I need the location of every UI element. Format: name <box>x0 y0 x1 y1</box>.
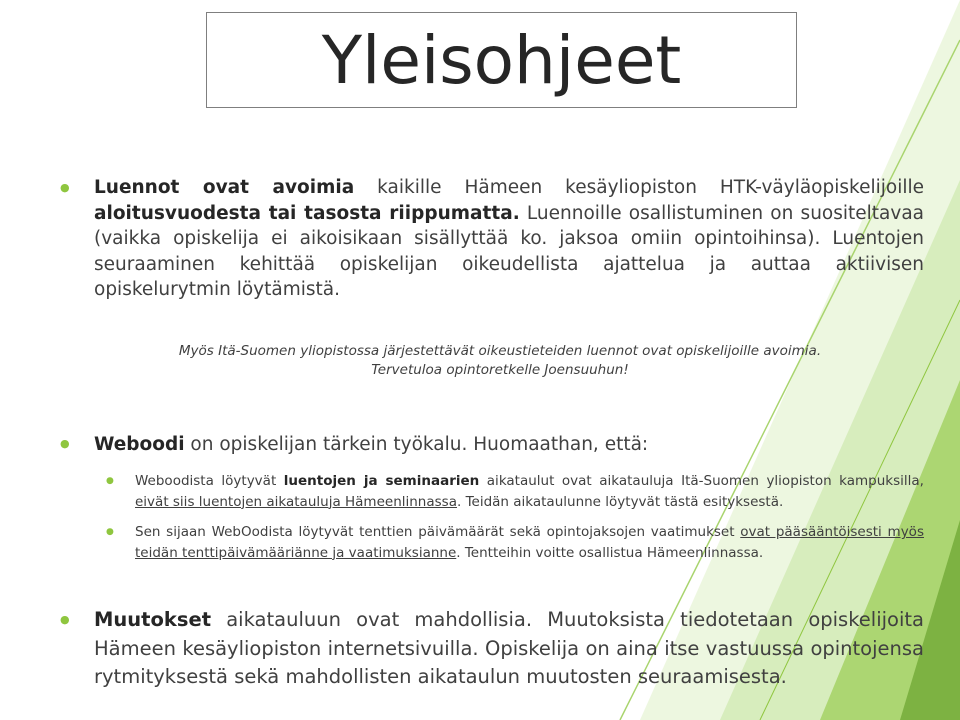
bold-text: Muutokset <box>94 608 212 631</box>
bullet-paragraph-muutokset <box>94 606 924 692</box>
bold-text: Weboodi <box>94 434 185 455</box>
text: aikatauluun ovat mahdollisia. Muutoksista tiedotetaan opiskelijoita Hämeen kesäyliopiston internetsivuilla. Opiskelija on aina itse vastuussa opintojensa rytmityksestä sekä mahdollisten aikataulun muutosten seuraamisesta. <box>94 608 924 688</box>
bullet-marker: ● <box>60 181 70 194</box>
title-box <box>206 12 797 108</box>
bullet-marker: ● <box>60 437 70 450</box>
sub-bullet-paragraph <box>135 471 924 512</box>
bullet-paragraph-weboodi <box>94 432 924 457</box>
text: Luennoille osallistuminen on suositeltavaa (vaikka opiskelija ei aikoisikaan sisällyttää ko. jaksoa omiin opintoihinsa). Luentojen seuraaminen kehittää opiskelijan oikeudellista ajattelua ja auttaa aktiivisen opiskelurytmin löytämistä. <box>94 202 924 300</box>
text: . Teidän aikataulunne löytyvät tästä esityksestä. <box>456 493 784 510</box>
text: Sen sijaan WebOodista löytyvät tenttien päivämäärät sekä opintojaksojen vaatimukset <box>135 524 741 540</box>
bullet-paragraph-luennot <box>94 175 924 303</box>
bold-text: Luennot ovat avoimia <box>94 177 355 198</box>
italic-note-line: Myös Itä-Suomen yliopistossa järjestettävät oikeustieteiden luennot ovat opiskelijoille avoimia. <box>178 343 822 359</box>
underlined-text: ovat pääsääntöisesti myös teidän tenttipäivämääriänne ja vaatimuksianne <box>135 524 924 561</box>
sub-bullet-marker: ● <box>106 527 114 537</box>
underlined-text: eivät siis luentojen aikatauluja Hämeenlinnassa <box>135 493 457 510</box>
italic-note <box>120 342 880 380</box>
sub-bullet-marker: ● <box>106 476 114 486</box>
text: aikataulut ovat aikatauluja Itä-Suomen yliopiston kampuksilla, <box>479 473 924 489</box>
bullet-marker: ● <box>60 613 70 626</box>
slide-title: Yleisohjeet <box>321 22 682 99</box>
text: kaikille Hämeen kesäyliopiston HTK-väyläopiskelijoille <box>354 177 924 198</box>
bold-text: aloitusvuodesta tai tasosta riippumatta. <box>94 202 520 224</box>
text: . Tentteihin voitte osallistua Hämeenlinnassa. <box>456 544 764 561</box>
italic-note-line: Tervetuloa opintoretkelle Joensuuhun! <box>371 362 629 378</box>
text: Weboodista löytyvät <box>135 473 284 489</box>
sub-bullet-paragraph <box>135 522 924 563</box>
text: on opiskelijan tärkein työkalu. Huomaathan, että: <box>184 434 649 455</box>
bold-text: luentojen ja seminaarien <box>283 473 480 489</box>
